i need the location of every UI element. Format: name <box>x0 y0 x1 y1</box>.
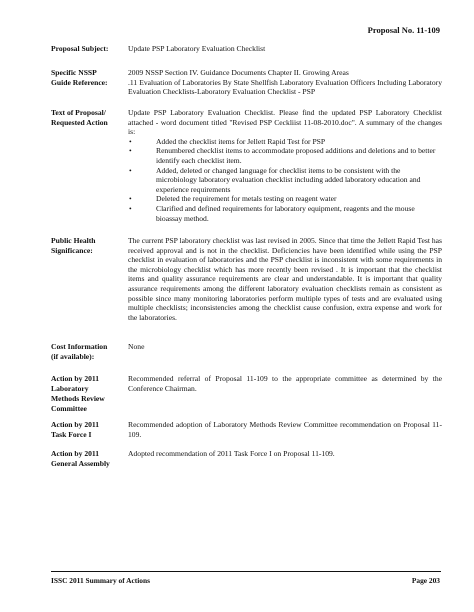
lab-methods-committee-label <box>51 374 125 414</box>
bullet-icon: • <box>129 146 132 156</box>
bullet-item <box>128 194 442 204</box>
bullet-text: Added, deleted or changed language for checklist items to be consistent with the microbiology laboratory evaluation checklist including added laboratory education and experience requirements <box>156 165 421 194</box>
lab-methods-committee-label-line1: Action by 2011 <box>51 374 100 383</box>
bullet-icon: • <box>129 194 132 204</box>
bullet-text: Deleted the requirement for metals testing on reagent water <box>156 194 337 204</box>
bullet-item <box>128 137 442 147</box>
public-health-paragraph: The current PSP laboratory checklist was last revised in 2005. Since that time the Jellett Rapid Test has received approval and is not in the checklist. Deficiencies have been identified while using the PSP checklist in evaluation of laboratories and the PSP checklist is inconsistent with some requirements in the microbiology checklist which has more recently been revised . It is important that the checklist items and quality assurance requirements are clear and understandable. It is important that quality assurance requirements among the different laboratory evaluation checklists remain as consistent as possible since many monitoring laboratories perform multiple types of tests and are evaluated using multiple checklists; inconsistencies among the checklist cause confusion, extra expense and work for the laboratories. <box>128 236 442 322</box>
text-of-proposal-label <box>51 108 125 128</box>
bullet-item <box>128 166 442 195</box>
guide-reference-label-line1: Specific NSSP <box>51 68 97 77</box>
guide-reference-text <box>128 68 442 97</box>
proposal-subject-value: Update PSP Laboratory Evaluation Checklist <box>128 44 266 53</box>
guide-reference-line2: .11 Evaluation of Laboratories By State Shellfish Laboratory Evaluation Officers Including Laboratory Evaluation Checklists-Laboratory Evaluation Checklist - PSP <box>128 77 442 97</box>
bullet-text: Renumbered checklist items to accommodate proposed additions and deletions and to better identify each checklist item. <box>156 146 436 165</box>
lab-methods-committee-value: Recommended referral of Proposal 11-109 to the appropriate committee as determined by the Conference Chairman. <box>128 374 442 393</box>
guide-reference-line1: 2009 NSSP Section IV. Guidance Documents Chapter II. Growing Areas <box>128 68 349 77</box>
bullet-text: Clarified and defined requirements for laboratory equipment, reagents and the mouse bioassay method. <box>156 203 415 223</box>
task-force-text <box>128 420 442 439</box>
general-assembly-value: Adopted recommendation of 2011 Task Force I on Proposal 11-109. <box>128 449 335 458</box>
guide-reference-label-line2: Guide Reference: <box>51 78 108 87</box>
bullet-text: Added the checklist items for Jellett Rapid Test for PSP <box>156 136 326 146</box>
public-health-label-line1: Public Health <box>51 236 96 245</box>
proposal-subject-label: Proposal Subject: <box>51 44 109 53</box>
text-of-proposal-label-line2: Requested Action <box>51 118 108 127</box>
cost-information-label-line2: (if available): <box>51 352 95 361</box>
public-health-text <box>128 236 442 322</box>
bullet-icon: • <box>129 136 132 146</box>
guide-reference-label <box>51 68 125 88</box>
general-assembly-label <box>51 449 125 469</box>
text-of-proposal-label-line1: Text of Proposal/ <box>51 108 106 117</box>
proposal-number: Proposal No. 11-109 <box>367 25 440 35</box>
public-health-label-line2: Significance: <box>51 246 93 255</box>
public-health-label <box>51 236 125 256</box>
task-force-label-line2: Task Force I <box>51 430 92 439</box>
cost-information-label <box>51 342 125 362</box>
lab-methods-committee-label-line4: Committee <box>51 404 87 413</box>
lab-methods-committee-label-line2: Laboratory <box>51 384 89 393</box>
bullet-item <box>128 146 442 165</box>
bullet-icon: • <box>129 203 132 213</box>
general-assembly-text <box>128 449 442 459</box>
general-assembly-label-line2: General Assembly <box>51 459 110 468</box>
footer-divider <box>51 571 441 572</box>
text-of-proposal-text <box>128 108 442 223</box>
task-force-label <box>51 420 125 440</box>
bullet-icon: • <box>129 165 132 175</box>
general-assembly-label-line1: Action by 2011 <box>51 449 100 458</box>
cost-information-label-line1: Cost Information <box>51 342 108 351</box>
task-force-value: Recommended adoption of Laboratory Methods Review Committee recommendation on Proposal 11-109. <box>128 420 442 439</box>
bullet-item <box>128 204 442 223</box>
footer-page-number: Page 203 <box>411 576 440 585</box>
proposal-subject-text <box>128 44 442 54</box>
cost-information-text <box>128 342 442 352</box>
footer-title: ISSC 2011 Summary of Actions <box>51 576 150 585</box>
text-of-proposal-intro: Update PSP Laboratory Evaluation Checklist. Please find the updated PSP Laboratory Checklist attached - word document titled "Revised PSP Ceckliist 11-08-2010.doc". A summary of the changes is: <box>128 108 442 137</box>
changes-bullet-list <box>128 137 442 223</box>
cost-information-value: None <box>128 342 145 351</box>
lab-methods-committee-text <box>128 374 442 393</box>
task-force-label-line1: Action by 2011 <box>51 420 100 429</box>
lab-methods-committee-label-line3: Methods Review <box>51 394 105 403</box>
